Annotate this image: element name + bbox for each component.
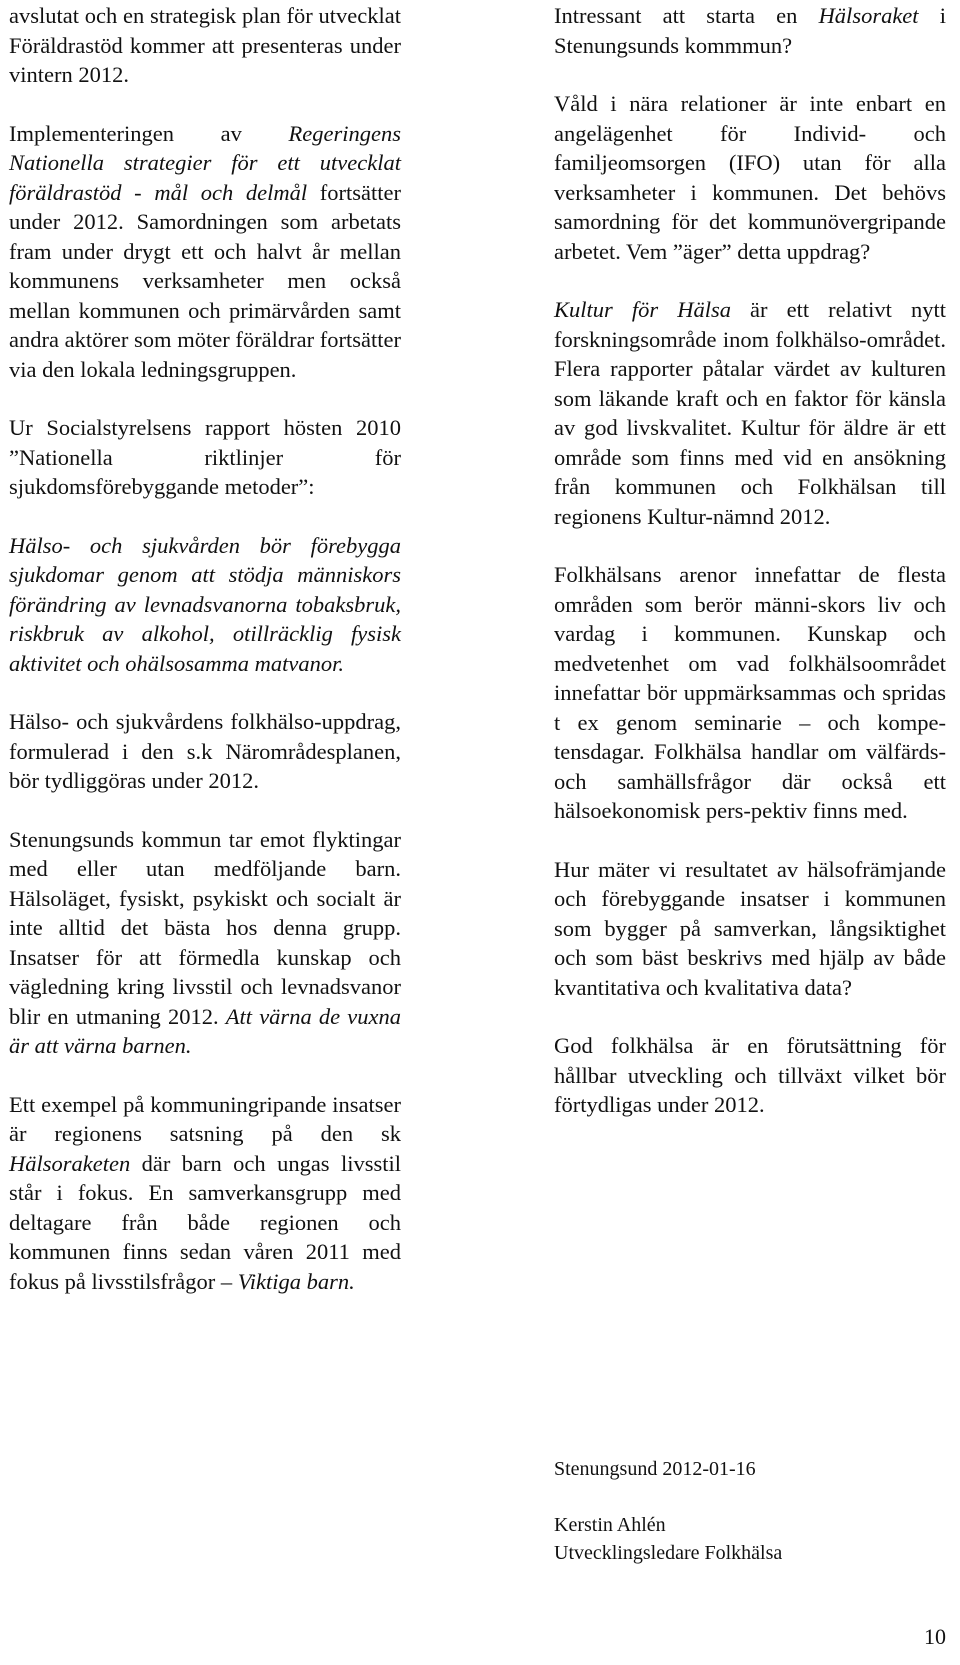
paragraph-text: Hälso- och sjukvårdens folkhälso-uppdrag, formulerad i den s.k Närområdesplanen, bör tydliggöras under 2012. bbox=[9, 709, 401, 793]
paragraph bbox=[554, 1031, 946, 1120]
quote-paragraph bbox=[9, 531, 401, 679]
italic-text: Hälsoraketen bbox=[9, 1150, 131, 1176]
signature-place-date: Stenungsund 2012-01-16 bbox=[554, 1458, 756, 1480]
paragraph bbox=[554, 855, 946, 1003]
paragraph-text: Våld i nära relationer är inte enbart en angelägenhet för Individ- och familjeomsorgen (IFO) utan för alla verksamheter i kommunen. Det behövs samordning för det kommunövergripande arbetet. Vem ”äger” detta uppdrag? bbox=[554, 91, 946, 264]
paragraph bbox=[9, 1090, 401, 1297]
paragraph-text: Implementeringen av bbox=[9, 120, 289, 146]
paragraph-text: i Stenungsunds kommmun? bbox=[554, 3, 946, 58]
paragraph bbox=[554, 89, 946, 266]
italic-text: Att värna de vuxna är att värna barnen. bbox=[9, 1003, 401, 1058]
italic-text: Regeringens Nationella strategier för ett utvecklat föräldrastöd - mål och delmål bbox=[9, 120, 401, 205]
paragraph bbox=[9, 707, 401, 796]
paragraph-text: där barn och ungas livsstil står i fokus. En samverkansgrupp med deltagare från både regionen och kommunen finns sedan våren 2011 med fokus på livsstilsfrågor – bbox=[9, 1150, 401, 1294]
right-column bbox=[554, 1, 946, 1120]
paragraph bbox=[9, 1, 401, 90]
paragraph-text: Ur Socialstyrelsens rapport hösten 2010 ”Nationella riktlinjer för sjukdomsförebyggande metoder”: bbox=[9, 415, 401, 499]
paragraph-text: Ett exempel på kommuningripande insatser är regionens satsning på den sk bbox=[9, 1091, 401, 1146]
paragraph-text: fortsätter under 2012. Samordningen som arbetats fram under drygt ett och halvt år mellan kommunens verksamheter men också mellan kommunen och primärvården samt andra aktörer som möter föräldrar fortsätter via den lokala ledningsgruppen. bbox=[9, 179, 401, 382]
page-number: 10 bbox=[924, 1624, 946, 1649]
paragraph bbox=[9, 825, 401, 1061]
italic-text: Viktiga barn. bbox=[237, 1268, 355, 1294]
italic-text: Kultur för Hälsa bbox=[554, 297, 731, 322]
paragraph-text: är ett relativt nytt forskningsområde inom folkhälso-området. Flera rapporter påtalar värdet av kulturen som läkande kraft och en faktor för känsla av god livskvalitet. Kultur för äldre är ett område som finns med vid en ansökning från kommunen och Folkhälsan till regionens Kultur-nämnd 2012. bbox=[554, 297, 946, 529]
paragraph bbox=[554, 1, 946, 60]
paragraph bbox=[554, 560, 946, 826]
paragraph bbox=[9, 413, 401, 502]
paragraph-text: avslutat och en strategisk plan för utvecklat Föräldrastöd kommer att presenteras under vintern 2012. bbox=[9, 3, 401, 87]
left-column bbox=[9, 1, 401, 1296]
italic-text: Hälsoraket bbox=[818, 3, 919, 28]
paragraph bbox=[554, 295, 946, 531]
paragraph-text: Hur mäter vi resultatet av hälsofrämjande och förebyggande insatser i kommunen som bygger på samverkan, långsiktighet och som bäst beskrivs med hjälp av både kvantitativa och kvalitativa data? bbox=[554, 856, 946, 1000]
signature-block bbox=[554, 1511, 782, 1567]
signature-title: Utvecklingsledare Folkhälsa bbox=[554, 1542, 783, 1564]
paragraph-text: Folkhälsans arenor innefattar de flesta områden som berör männi-skors liv och vardag i kommunen. Kunskap och medvetenhet om vad folkhälsoområdet innefattar bör uppmärksammas och spridas t ex genom seminarie – och kompe-tensdagar. Folkhälsa handlar om välfärds- och samhällsfrågor där också ett hälsoekonomisk pers-pektiv finns med. bbox=[554, 562, 946, 823]
paragraph-text: Intressant att starta en bbox=[554, 3, 819, 28]
paragraph-text: Stenungsunds kommun tar emot flyktingar med eller utan medföljande barn. Hälsoläget, fysiskt, psykiskt och socialt är inte alltid det bästa hos denna grupp. Insatser för att förmedla kunskap och vägledning kring livsstil och levnadsvanor blir en utmaning 2012. bbox=[9, 826, 401, 1029]
italic-text: Hälso- och sjukvården bör förebygga sjukdomar genom att stödja människors förändring av levnadsvanorna tobaksbruk, riskbruk av alkohol, otillräcklig fysisk aktivitet och ohälsosamma matvanor. bbox=[9, 532, 401, 676]
paragraph-text: God folkhälsa är en förutsättning för hållbar utveckling och tillväxt vilket bör förtydligas under 2012. bbox=[554, 1033, 946, 1117]
paragraph bbox=[9, 119, 401, 385]
signature-name: Kerstin Ahlén bbox=[554, 1514, 666, 1536]
